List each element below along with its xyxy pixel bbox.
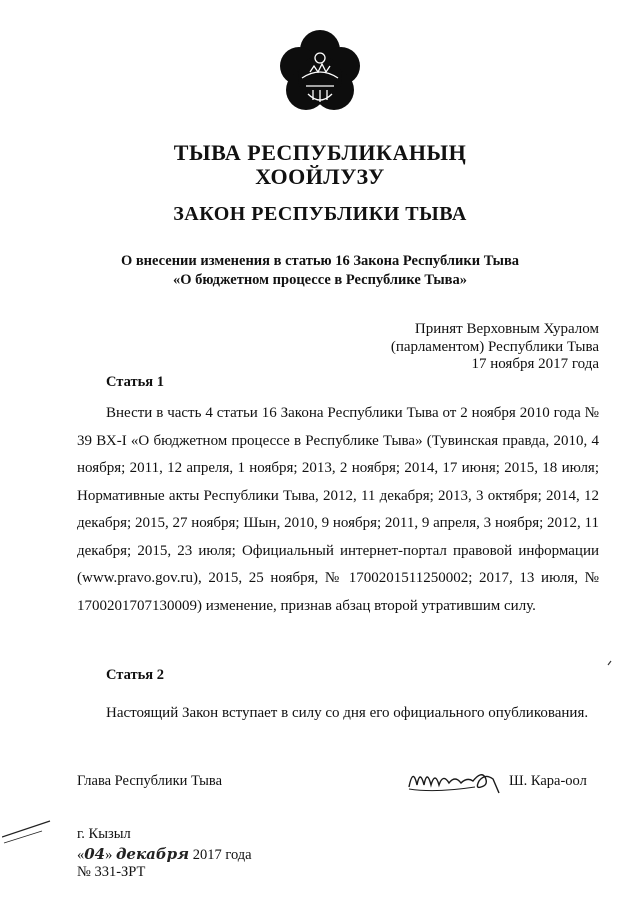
date-year: 2017 года [192,847,252,863]
adoption-line2: (парламентом) Республики Тыва [390,339,599,355]
handwritten-signature [405,757,505,799]
date-month-handwritten: декабря [116,845,190,863]
article1-text: Внести в часть 4 статьи 16 Закона Республики Тыва от 2 ноября 2010 года № 39 ВХ-I «О бюджетном процессе в Республике Тыва» (Тувинская правда, 2010, 4 ноября; 2011, 12 апреля, 1 ноября; 2013, 2 ноября; 2014, 17 июня; 2015, 18 июля; Нормативные акты Республики Тыва, 2012, 11 декабря; 2013, 3 октября; 2014, 12 декабря; 2015, 27 ноября; Шын, 2010, 9 ноября; 2011, 9 апреля, 3 ноября; 2012, 11 декабря; 2015, 23 июля; Официальный интернет-портал правовой информации (www.pravo.gov.ru), 2015, 25 ноября, № 1700201511250002; 2017, 13 июля, № 1700201707130009) изменение, признав абзац второй утратившим силу. [77,405,599,614]
adoption-line1: Принят Верховным Хуралом [414,321,599,337]
article2-heading: Статья 2 [106,667,164,683]
stray-mark [607,660,613,666]
header-tuvan-line1: ТЫВА РЕСПУБЛИКАНЫҢ [173,140,467,165]
law-subtitle-line2: «О бюджетном процессе в Республике Тыва» [172,272,468,288]
signer-title: Глава Республики Тыва [77,773,223,789]
signer-name: Ш. Кара-оол [509,773,587,789]
date-close-quote: » [105,847,113,863]
header-tuvan-line2: ХООЙЛУЗУ [255,164,385,189]
header-russian-title: ЗАКОН РЕСПУБЛИКИ ТЫВА [173,203,467,225]
date-open-quote: « [77,847,85,863]
margin-pen-stroke [2,815,52,845]
law-subtitle-line1: О внесении изменения в статью 16 Закона Республики Тыва [120,253,520,269]
law-number: № 331-ЗРТ [77,864,146,880]
republic-emblem [280,28,360,120]
adoption-date: 17 ноября 2017 года [471,356,599,372]
article1-heading: Статья 1 [106,374,164,390]
article2-text: Настоящий Закон вступает в силу со дня его официального опубликования. [106,705,589,721]
place-of-signing: г. Кызыл [77,826,131,842]
signing-date [77,845,252,864]
date-day-handwritten: 04 [84,845,106,863]
